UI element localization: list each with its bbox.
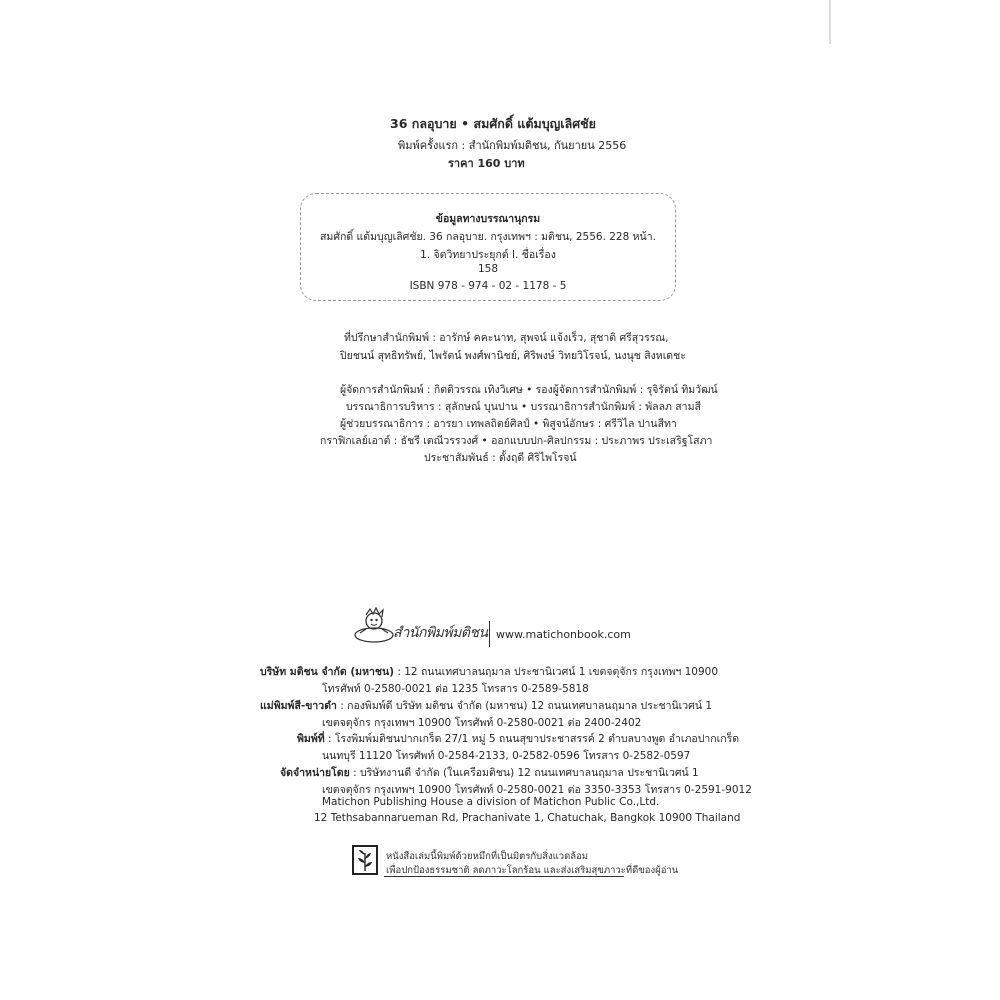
website-url: www.matichonbook.com (496, 628, 631, 641)
distributor-info-line-2: เขตจตุจักร กรุงเทพฯ 10900 โทรศัพท์ 0-2580-0021 ต่อ 3350-3353 โทรสาร 0-2591-9012 (322, 784, 752, 796)
eco-notice-line-1: หนังสือเล่มนี้พิมพ์ด้วยหมึกที่เป็นมิตรกับสิ่งแวดล้อม (386, 851, 589, 862)
staff-line-1: ผู้จัดการสำนักพิมพ์ : กิตติวรรณ เทิงวิเศษ • รองผู้จัดการสำนักพิมพ์ : รุจิรัตน์ ทิมวัฒน์ (340, 384, 718, 396)
cip-subjects: 1. จิตวิทยาประยุกต์ I. ชื่อเรื่อง (420, 249, 556, 261)
advisors-line-2: ปิยชนน์ สุทธิทรัพย์, ไพรัตน์ พงศ์พานิชย์, ศิริพงษ์ วิทยวิโรจน์, นงนุช สิงหเดชะ (340, 350, 686, 362)
advisors-line-1: ที่ปรึกษาสำนักพิมพ์ : อารักษ์ คคะนาท, สุพจน์ แจ้งเร็ว, สุชาติ ศรีสุวรรณ, (344, 332, 669, 344)
publisher-company-address: : 12 ถนนเทศบาลนฤมาล ประชานิเวศน์ 1 เขตจตุจักร กรุงเทพฯ 10900 (394, 666, 719, 678)
distributor-info: : บริษัทงานดี จำกัด (ในเครือมติชน) 12 ถนนเทศบาลนฤมาล ประชานิเวศน์ 1 (349, 767, 699, 779)
staff-line-4: กราฟิกเลย์เอาต์ : ธัชรี เตณีวรรวงศ์ • ออกแบบปก-ศิลปกรรม : ประภาพร ประเสริฐโสภา (320, 435, 713, 447)
matichon-script-logo: สำนักพิมพ์มติชน (393, 625, 488, 641)
separator-label: แม่พิมพ์สี-ขาวดำ (260, 700, 337, 712)
price-line: ราคา 160 บาท (448, 157, 525, 170)
printer-label: พิมพ์ที่ (297, 733, 325, 745)
eco-notice-line-2: เพื่อปกป้องธรรมชาติ ลดภาวะโลกร้อน และส่งเสริมสุขภาวะที่ดีของผู้อ่าน (386, 865, 679, 876)
printer-info: : โรงพิมพ์มติชนปากเกร็ด 27/1 หมู่ 5 ถนนสุขาประชาสรรค์ 2 ตำบลบางพูด อำเภอปากเกร็ด (324, 733, 740, 745)
english-publisher-line-1: Matichon Publishing House a division of Matichon Public Co.,Ltd. (322, 796, 660, 808)
printer-info-line-2: นนทบุรี 11120 โทรศัพท์ 0-2584-2133, 0-2582-0596 โทรสาร 0-2582-0597 (322, 750, 691, 762)
eco-plant-icon (352, 845, 378, 875)
staff-line-2: บรรณาธิการบริหาร : สุลักษณ์ บุนปาน • บรรณาธิการสำนักพิมพ์ : พัลลภ สามสี (346, 401, 701, 413)
edition-line: พิมพ์ครั้งแรก : สำนักพิมพ์มติชน, กันยายน 2556 (398, 139, 627, 152)
cataloging-box (300, 193, 676, 301)
cip-isbn: ISBN 978 - 974 - 02 - 1178 - 5 (409, 280, 567, 292)
separator-info-line-2: เขตจตุจักร กรุงเทพฯ 10900 โทรศัพท์ 0-2580-0021 ต่อ 2400-2402 (322, 717, 642, 729)
separator-line (260, 697, 712, 714)
eco-notice-rule (384, 876, 624, 877)
cip-class-number: 158 (477, 263, 499, 275)
printer-line (297, 730, 739, 747)
page-edge (829, 0, 831, 44)
book-title: 36 กลอุบาย • สมศักดิ์ แต้มบุญเลิศชัย (390, 116, 596, 131)
publisher-phone-line: โทรศัพท์ 0-2580-0021 ต่อ 1235 โทรสาร 0-2589-5818 (322, 683, 589, 695)
cip-entry: สมศักดิ์ แต้มบุญเลิศชัย. 36 กลอุบาย. กรุงเทพฯ : มติชน, 2556. 228 หน้า. (320, 231, 656, 243)
publisher-company-label: บริษัท มติชน จำกัด (มหาชน) (260, 666, 395, 678)
matichon-mascot-icon (352, 607, 396, 645)
staff-line-5: ประชาสัมพันธ์ : ตั้งฤดี ศิริไพโรจน์ (424, 452, 577, 464)
publisher-company-line (260, 663, 718, 680)
english-publisher-line-2: 12 Tethsabannarueman Rd, Prachanivate 1, Chatuchak, Bangkok 10900 Thailand (314, 812, 741, 824)
logo-divider (489, 621, 490, 647)
distributor-label: จัดจำหน่ายโดย (280, 767, 350, 779)
cip-heading: ข้อมูลทางบรรณานุกรม (435, 213, 541, 225)
separator-info: : กองพิมพ์ดี บริษัท มติชน จำกัด (มหาชน) 12 ถนนเทศบาลนฤมาล ประชานิเวศน์ 1 (336, 700, 713, 712)
staff-line-3: ผู้ช่วยบรรณาธิการ : อารยา เทพลถิตย์ศิลป์ • พิสูจน์อักษร : ศรีวิไล ปานสีทา (340, 418, 677, 430)
distributor-line (280, 764, 699, 781)
